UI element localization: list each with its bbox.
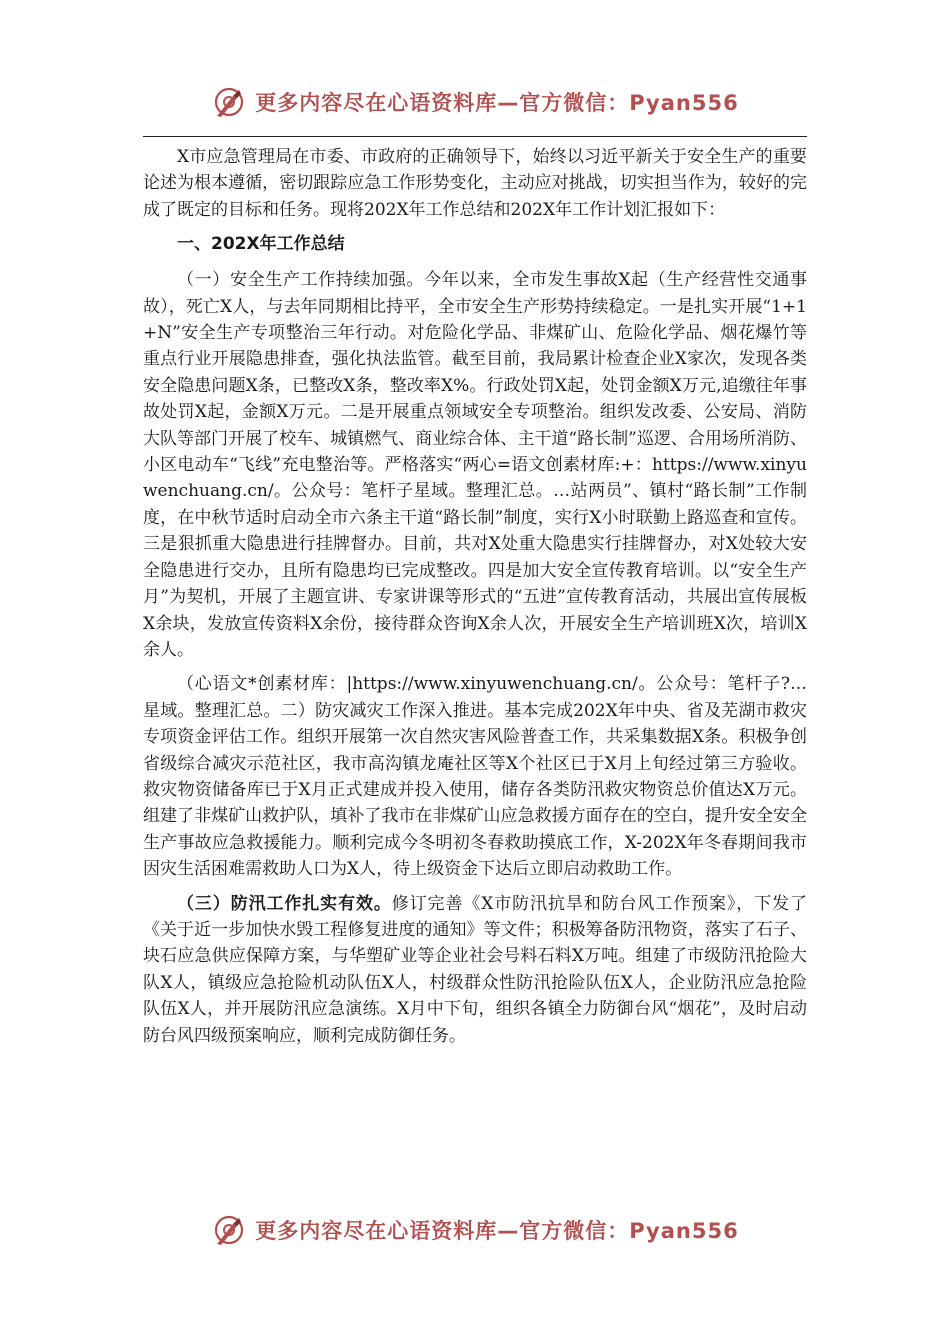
- pen-circle-logo-icon: [211, 1212, 247, 1248]
- header-divider: [143, 136, 807, 137]
- paragraph-flood-control: [143, 891, 807, 1049]
- paragraph-body: 修订完善《X市防汛抗旱和防台风工作预案》，下发了《关于近一步加快水毁工程修复进度的通知》等文件；积极筹备防汛物资，落实了石子、块石应急供应保障方案，与华塑矿业等企业社会号料石料X万吨。组建了市级防汛抢险大队X人，镇级应急抢险机动队伍X人，村级群众性防汛抢险队伍X人，企业防汛应急抢险队伍X人，并开展防汛应急演练。X月中下旬，组织各镇全力防御台风“烟花”，及时启动防台风四级预案响应，顺利完成防御任务。: [143, 893, 807, 1046]
- intro-paragraph: X市应急管理局在市委、市政府的正确领导下，始终以习近平新关于安全生产的重要论述为根本遵循，密切跟踪应急工作形势变化，主动应对挑战，切实担当作为，较好的完成了既定的目标和任务。现将202X年工作总结和202X年工作计划汇报如下：: [143, 147, 807, 220]
- document-body: [143, 144, 807, 1057]
- header-banner-text: 更多内容尽在心语资料库—官方微信：Pyan556: [255, 91, 739, 115]
- paragraph-disaster-prevention: （心语文*创素材库：|https://www.xinyuwenchuang.cn/。公众号：笔杆子?…星域。整理汇总。二）防灾减灾工作深入推进。基本完成202X年中央、省及芜湖市救灾专项资金评估工作。组织开展第一次自然灾害风险普查工作，共采集数据X条。积极争创省级综合减灾示范社区，我市高沟镇龙庵社区等X个社区已于X月上旬经过第三方验收。救灾物资储备库已于X月正式建成并投入使用，储存各类防汛救灾物资总价值达X万元。组建了非煤矿山救护队，填补了我市在非煤矿山应急救援方面存在的空白，提升安全安全生产事故应急救援能力。顺利完成今冬明初冬春救助摸底工作，X-202X年冬春期间我市因灾生活困难需救助人口为X人，待上级资金下达后立即启动救助工作。: [143, 674, 807, 880]
- paragraph-safety-production: （一）安全生产工作持续加强。今年以来，全市发生事故X起（生产经营性交通事故），死亡X人，与去年同期相比持平，全市安全生产形势持续稳定。一是扎实开展“1+1+N”安全生产专项整治三年行动。对危险化学品、非煤矿山、危险化学品、烟花爆竹等重点行业开展隐患排查，强化执法监管。截至目前，我局累计检查企业X家次，发现各类安全隐患问题X条，已整改X条，整改率X%。行政处罚X起，处罚金额X万元,追缴往年事故处罚X起，金额X万元。二是开展重点领域安全专项整治。组织发改委、公安局、消防大队等部门开展了校车、城镇燃气、商业综合体、主干道“路长制”巡逻、合用场所消防、小区电动车“飞线”充电整治等。严格落实“两心=语文创素材库:+：https://www.xinyuwenchuang.cn/。公众号：笔杆子星域。整理汇总。…站两员”、镇村“路长制”工作制度，在中秋节适时启动全市六条主干道“路长制”制度，实行X小时联勤上路巡查和宣传。三是狠抓重大隐患进行挂牌督办。目前，共对X处重大隐患实行挂牌督办，对X处较大安全隐患进行交办，且所有隐患均已完成整改。四是加大安全宣传教育培训。以“安全生产月”为契机，开展了主题宣讲、专家讲课等形式的“五进”宣传教育活动，共展出宣传展板X余块，发放宣传资料X余份，接待群众咨询X余人次，开展安全生产培训班X次，培训X余人。: [143, 270, 807, 660]
- section-heading: 一、202X年工作总结: [177, 234, 345, 255]
- footer-banner: [0, 1208, 950, 1252]
- header-banner: [0, 80, 950, 124]
- footer-banner-text: 更多内容尽在心语资料库—官方微信：Pyan556: [255, 1219, 739, 1243]
- paragraph-lead: （三）防汛工作扎实有效。: [177, 893, 392, 914]
- pen-circle-logo-icon: [211, 84, 247, 120]
